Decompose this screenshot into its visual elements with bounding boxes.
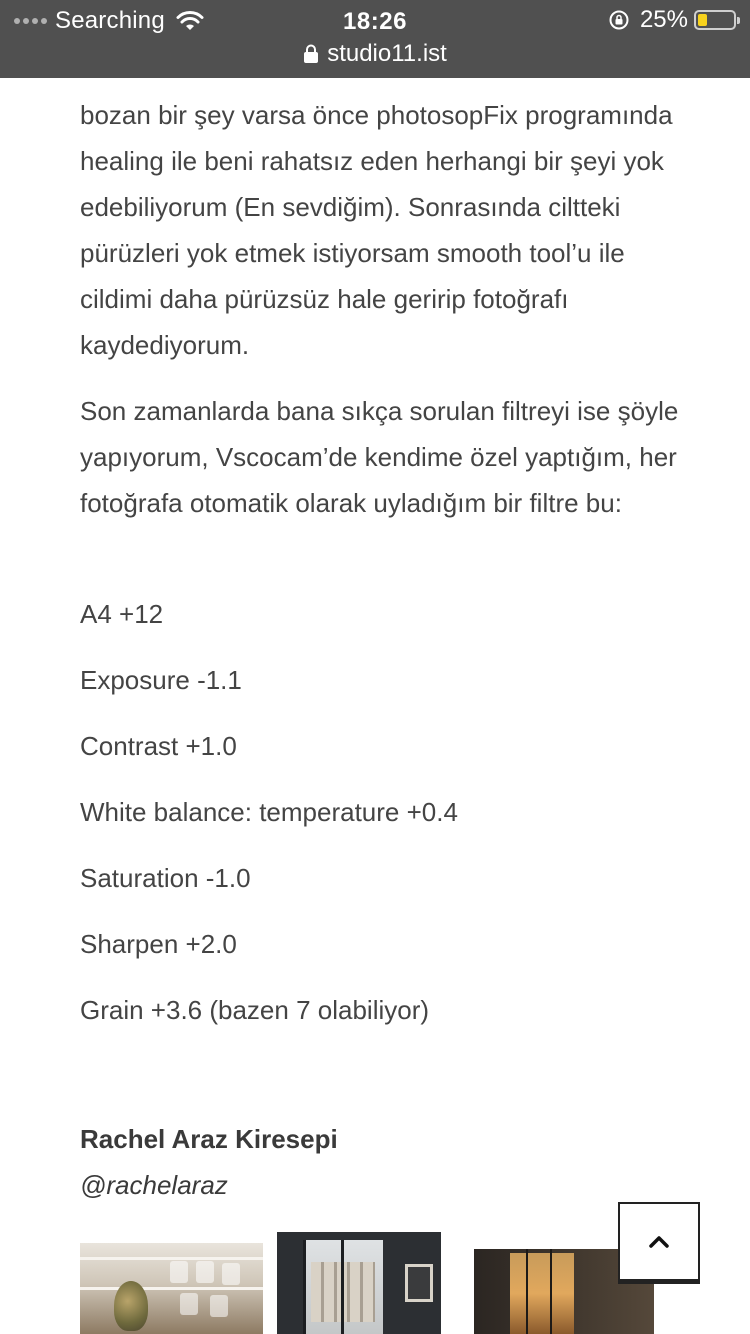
battery-icon <box>694 10 736 30</box>
filter-setting: A4 +12 <box>80 599 164 629</box>
article-paragraph: bozan bir şey varsa önce photosopFix programında healing ile beni rahatsız eden herhangi bir şeyi yok edebiliyorum (En sevdiğim). Sonrasında ciltteki pürüzleri yok etmek istiyorsam smooth tool’u ile cildimi daha pürüzsüz hale geririp fotoğrafı kaydediyorum. <box>80 100 673 360</box>
instagram-photo[interactable] <box>277 1232 441 1334</box>
filter-setting: Saturation -1.0 <box>80 863 251 893</box>
chevron-up-icon <box>648 1235 670 1249</box>
filter-setting: Exposure -1.1 <box>80 665 242 695</box>
lock-icon <box>303 44 319 64</box>
battery-fill <box>698 14 707 26</box>
filter-settings-list <box>80 596 700 1058</box>
battery-percent: 25% <box>639 6 688 33</box>
instagram-photo[interactable] <box>80 1243 263 1334</box>
author-name: Rachel Araz Kiresepi <box>80 1124 338 1154</box>
status-right <box>608 6 736 34</box>
filter-setting: Sharpen +2.0 <box>80 929 237 959</box>
url-domain[interactable]: studio11.ist <box>327 40 447 67</box>
author-handle[interactable]: @rachelaraz <box>80 1170 228 1200</box>
rotation-lock-icon <box>608 9 630 31</box>
browser-top-bar <box>0 0 750 78</box>
filter-setting: Grain +3.6 (bazen 7 olabiliyor) <box>80 995 430 1025</box>
status-time: 18:26 <box>343 8 407 35</box>
article-paragraph: Son zamanlarda bana sıkça sorulan filtreyi ise şöyle yapıyorum, Vscocam’de kendime özel yaptığım, her fotoğrafa otomatik olarak uyladığım bir filtre bu: <box>80 396 679 518</box>
article-body <box>80 92 690 526</box>
scroll-to-top-button[interactable] <box>618 1202 700 1284</box>
url-bar[interactable] <box>0 38 750 70</box>
filter-setting: Contrast +1.0 <box>80 731 237 761</box>
filter-setting: White balance: temperature +0.4 <box>80 797 458 827</box>
carrier-status: Searching <box>55 7 165 34</box>
